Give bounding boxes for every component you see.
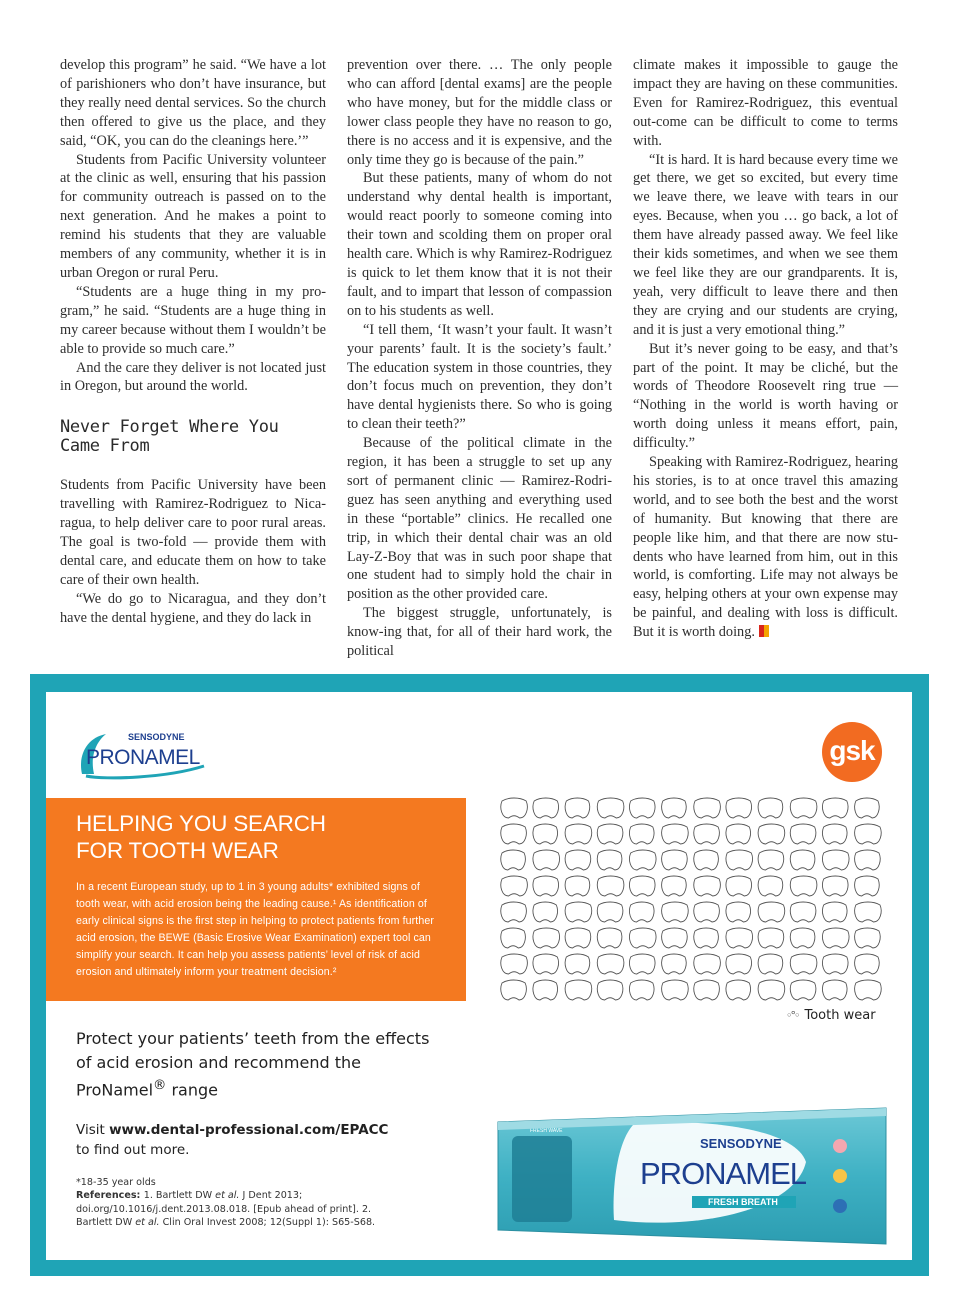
paragraph: The biggest struggle, unfortunately, is know-ing that, for all of their hard work, the political	[347, 605, 612, 660]
tooth-outline	[790, 850, 815, 870]
tooth-outline	[855, 876, 880, 896]
tooth-outline	[629, 876, 655, 896]
section-heading: Never Forget Where You Came From	[60, 417, 279, 457]
tooth-outline	[694, 876, 721, 896]
tooth-outline	[662, 980, 689, 1000]
tooth-outline	[565, 954, 590, 974]
tooth-outline	[822, 876, 848, 896]
tooth-outline	[855, 902, 882, 922]
registered-mark: ®	[153, 1078, 167, 1093]
tooth-outline	[855, 850, 881, 870]
tooth-outline	[501, 850, 526, 870]
tooth-outline	[629, 954, 655, 974]
tooth-outline	[790, 928, 815, 948]
website-link[interactable]: www.dental-professional.com/EPACC	[109, 1122, 389, 1138]
pronamel-logo	[76, 726, 212, 782]
tooth-outline	[758, 850, 784, 870]
paragraph: climate makes it impossible to gauge the impact they are having on these communities. Even for Ramirez-Rodriguez, this eventual out-come can be difficult to come to terms with.	[633, 57, 898, 149]
tooth-outline	[662, 954, 687, 974]
tooth-outline	[501, 980, 527, 1000]
tooth-outline	[565, 980, 592, 1000]
tooth-outline	[662, 876, 687, 896]
references-label: References:	[76, 1190, 144, 1202]
tooth-outline	[855, 824, 882, 844]
paragraph: Students from Pacific University have been travelling with Ramirez-Rodriguez to Nica-ragua, to help deliver care to poor rural areas. The goal is two-fold — provide them with dental care, and educate them on how to take care of their own health.	[60, 477, 326, 588]
tooth-outline	[758, 954, 783, 974]
tooth-outline	[501, 824, 527, 844]
tagline-text: Protect your patients’ teeth from the effects of acid erosion and recommend the ProNamel	[76, 1029, 430, 1100]
ad-tagline	[76, 1027, 436, 1102]
tube-product: PRONAMEL	[640, 1156, 806, 1191]
tooth-outline	[855, 980, 882, 1000]
tooth-wear-icon: ◦°◦	[786, 1009, 799, 1022]
reference-2: 2. Bartlett DW	[76, 1203, 372, 1229]
tooth-outline	[694, 850, 719, 870]
tooth-outline	[565, 798, 590, 818]
et-al: et al.	[135, 1217, 160, 1229]
tooth-outline	[565, 824, 592, 844]
footnote: *18-35 year olds	[76, 1177, 156, 1188]
gsk-logo: gsk	[822, 722, 882, 782]
paragraph: “It is hard. It is hard because every time we get there, we get so excited, but every time we leave there, we leave with tears in our eyes. Because, when you … go back, a lot of them have already passed away. We feel like their kids sometimes, and when we see them we feel like they are our grandparents. It is, yeah, very difficult to leave there and then they are crying and our students are crying, and it is just a very emotional thing.”	[633, 151, 898, 338]
article-column-1	[60, 56, 326, 628]
tooth-outline	[790, 954, 817, 974]
tooth-outline	[758, 798, 783, 818]
tooth-outline	[597, 850, 622, 870]
paragraph: Students from Pacific University volunteer at the clinic as well, ensuring that his passion for community outreach is passed on to the next generation. And he makes a point to remind his students that they are valuable members of any community, whether it is in urban Oregon or rural Peru.	[60, 151, 326, 281]
toothpaste-tube-image	[494, 1102, 890, 1252]
tooth-outline	[533, 798, 559, 818]
headline-line-1: HELPING YOU SEARCH	[76, 811, 326, 836]
tooth-outline	[597, 928, 622, 948]
ad-visit	[76, 1121, 456, 1160]
tooth-outline	[726, 928, 753, 948]
paragraph: But these patients, many of whom do not understand why dental health is important, would react poorly to someone coming into their town and scolding them on proper oral health care. Which is why Ramirez-Rodriguez is quick to let them know that it is not their fault, and to impart that lesson of compassion on to his students as well.	[347, 170, 612, 319]
tooth-outline	[533, 928, 560, 948]
tooth-outline	[790, 798, 817, 818]
ad-headline	[76, 810, 442, 864]
tooth-outline	[694, 928, 719, 948]
tooth-outline	[790, 824, 816, 844]
tooth-outline	[694, 902, 720, 922]
ad-panel	[46, 692, 912, 1260]
tooth-outline	[758, 902, 785, 922]
tooth-outline	[533, 980, 558, 1000]
tooth-outline	[565, 850, 591, 870]
paragraph: Because of the political climate in the region, it has been a struggle to set up any sort of permanent clinic — Ramirez-Rodri-guez has seen anything and everything used in these “portable” clinics. He recalled one trip, in which their dental chair was an old Lay-Z-Boy that was in such poor shape that one student had to simply hold the chair in position as the other provided care.	[347, 435, 612, 603]
tooth-outline	[597, 980, 623, 1000]
tooth-outline	[597, 902, 623, 922]
tube-brand: SENSODYNE	[700, 1136, 782, 1151]
tooth-outline	[694, 954, 721, 974]
tooth-outline	[822, 850, 849, 870]
tooth-outline	[726, 798, 752, 818]
paragraph: But it’s never going to be easy, and that’s part of the point. It may be cliché, but the words of Theodore Roosevelt ring true — “Nothing in the world is worth having or worth doing unless it means effort, pain, difficulty.”	[633, 340, 898, 452]
tooth-outline	[629, 798, 655, 818]
tooth-outline	[758, 980, 785, 1000]
paragraph: prevention over there. … The only people who can afford [dental exams] are the people who have money, but for the middle class or lower class people they have no reason to go, there is no access and it is expensive, and the only time they go is because of the pain.”	[347, 57, 612, 168]
et-al: et al.	[215, 1190, 240, 1202]
tooth-outline	[629, 824, 654, 844]
tooth-outline	[533, 876, 559, 896]
tube-variant: FRESH BREATH	[708, 1197, 778, 1207]
tooth-outline	[501, 954, 528, 974]
tooth-outline	[822, 824, 847, 844]
reference-2-source: Clin Oral Invest 2008; 12(Suppl 1): S65-S68.	[159, 1217, 376, 1229]
orange-panel	[46, 798, 466, 1001]
legend-label: Tooth wear	[804, 1008, 876, 1023]
tooth-outline	[597, 876, 624, 896]
headline-line-2: FOR TOOTH WEAR	[76, 838, 279, 863]
tube-variant-small: FRESH WAVE	[530, 1128, 563, 1134]
tooth-outline	[790, 902, 816, 922]
visit-suffix: to find out more.	[76, 1141, 190, 1158]
tooth-outline	[822, 902, 847, 922]
tooth-outline	[629, 850, 656, 870]
tooth-outline	[694, 980, 720, 1000]
paragraph: develop this program” he said. “We have a lot of parishioners who don’t have insurance, but they really need dental services. So the church then offered to give us the place, and they said, “OK, you can do the cleanings here.’”	[60, 57, 326, 149]
tooth-outline	[662, 824, 689, 844]
paragraph: “We do go to Nicaragua, and they don’t have the dental hygiene, and they do lack in	[60, 590, 326, 626]
tooth-outline	[726, 850, 753, 870]
end-of-article-icon	[759, 625, 769, 637]
tooth-outline	[533, 850, 560, 870]
tooth-outline	[758, 824, 785, 844]
tooth-outline	[597, 798, 624, 818]
paragraph-text: Speaking with Ramirez-Rodriguez, hearing his stories, is to at once travel this amazing world, and to see both the best and the worst of humanity. But knowing that there are people like him, and that there are now stu-dents who have learned from him, out in this world, is comforting. Life may not always be easy, helping others at your own expense may be painful, and dealing with loss is difficult. But it is worth doing.	[633, 454, 898, 641]
tooth-outline	[726, 980, 751, 1000]
tooth-outline	[726, 902, 751, 922]
tooth-outline	[533, 954, 559, 974]
tooth-outline	[533, 902, 558, 922]
tooth-outline	[822, 798, 848, 818]
tooth-outline	[501, 902, 527, 922]
tooth-outline	[597, 954, 624, 974]
tooth-outline	[662, 850, 688, 870]
tooth-outline	[629, 902, 654, 922]
tooth-outline	[694, 798, 721, 818]
tooth-outline	[662, 902, 689, 922]
tooth-outline	[662, 928, 688, 948]
reference-1-source: J Dent 2013; doi.org/10.1016/j.dent.2013.08.018. [Epub ahead of print].	[76, 1190, 362, 1215]
paragraph: “I tell them, ‘It wasn’t your fault. It wasn’t your parents’ fault. It is the society’s fault.’ The education system in those countries, they don’t focus much on prevention, they don’t have dental hygienists there. So who is going to clean their teeth?”	[347, 321, 612, 433]
paragraph	[633, 453, 898, 642]
tooth-outline	[758, 928, 784, 948]
references-text	[76, 1189, 376, 1229]
tooth-outline	[822, 954, 848, 974]
tooth-outline	[726, 824, 751, 844]
tooth-outline	[855, 798, 880, 818]
tagline-end: range	[166, 1080, 218, 1100]
tooth-outline	[533, 824, 558, 844]
tooth-outline	[501, 798, 528, 818]
tooth-outline	[629, 980, 654, 1000]
ad-body: In a recent European study, up to 1 in 3 young adults* exhibited signs of tooth wear, with acid erosion being the leading cause.¹ As identification of early clinical signs is the first step in helping to protect patients from further acid erosion, the BEWE (Basic Erosive Wear Examination) expert tool can simplify your search. It can help you assess patients’ level of risk of acid erosion and ultimately inform your treatment decision.²	[76, 881, 434, 978]
tooth-outline	[822, 928, 849, 948]
article-column-3	[633, 56, 898, 642]
tooth-outline	[501, 928, 526, 948]
tooth-outline	[662, 798, 687, 818]
tooth-wear-chart	[498, 796, 884, 1004]
tooth-outline	[855, 954, 880, 974]
tooth-outline	[694, 824, 720, 844]
tooth-outline	[565, 902, 592, 922]
tooth-outline	[855, 928, 881, 948]
paragraph: And the care they deliver is not located just in Oregon, but around the world.	[60, 359, 326, 395]
logo-small-text: SENSODYNE	[128, 732, 185, 742]
tooth-outline	[726, 954, 752, 974]
ad-references	[76, 1176, 376, 1230]
tooth-outline	[790, 980, 816, 1000]
tooth-outline	[822, 980, 847, 1000]
advertisement	[30, 674, 929, 1276]
article-column-2	[347, 56, 612, 661]
tooth-outline	[629, 928, 656, 948]
tooth-wear-legend	[786, 1008, 876, 1023]
tooth-outline	[597, 824, 623, 844]
tooth-outline	[565, 876, 590, 896]
tooth-outline	[758, 876, 783, 896]
tooth-outline	[790, 876, 817, 896]
visit-prefix: Visit	[76, 1122, 110, 1138]
tooth-outline	[726, 876, 752, 896]
paragraph: “Students are a huge thing in my pro-gram,” he said. “Students are a huge thing in my career because without them I wouldn’t be able to provide so much care.”	[60, 283, 326, 357]
tooth-outline	[565, 928, 591, 948]
tooth-outline	[501, 876, 528, 896]
logo-big-text: PRONAMEL	[86, 746, 200, 769]
reference-1: 1. Bartlett DW	[143, 1190, 216, 1202]
